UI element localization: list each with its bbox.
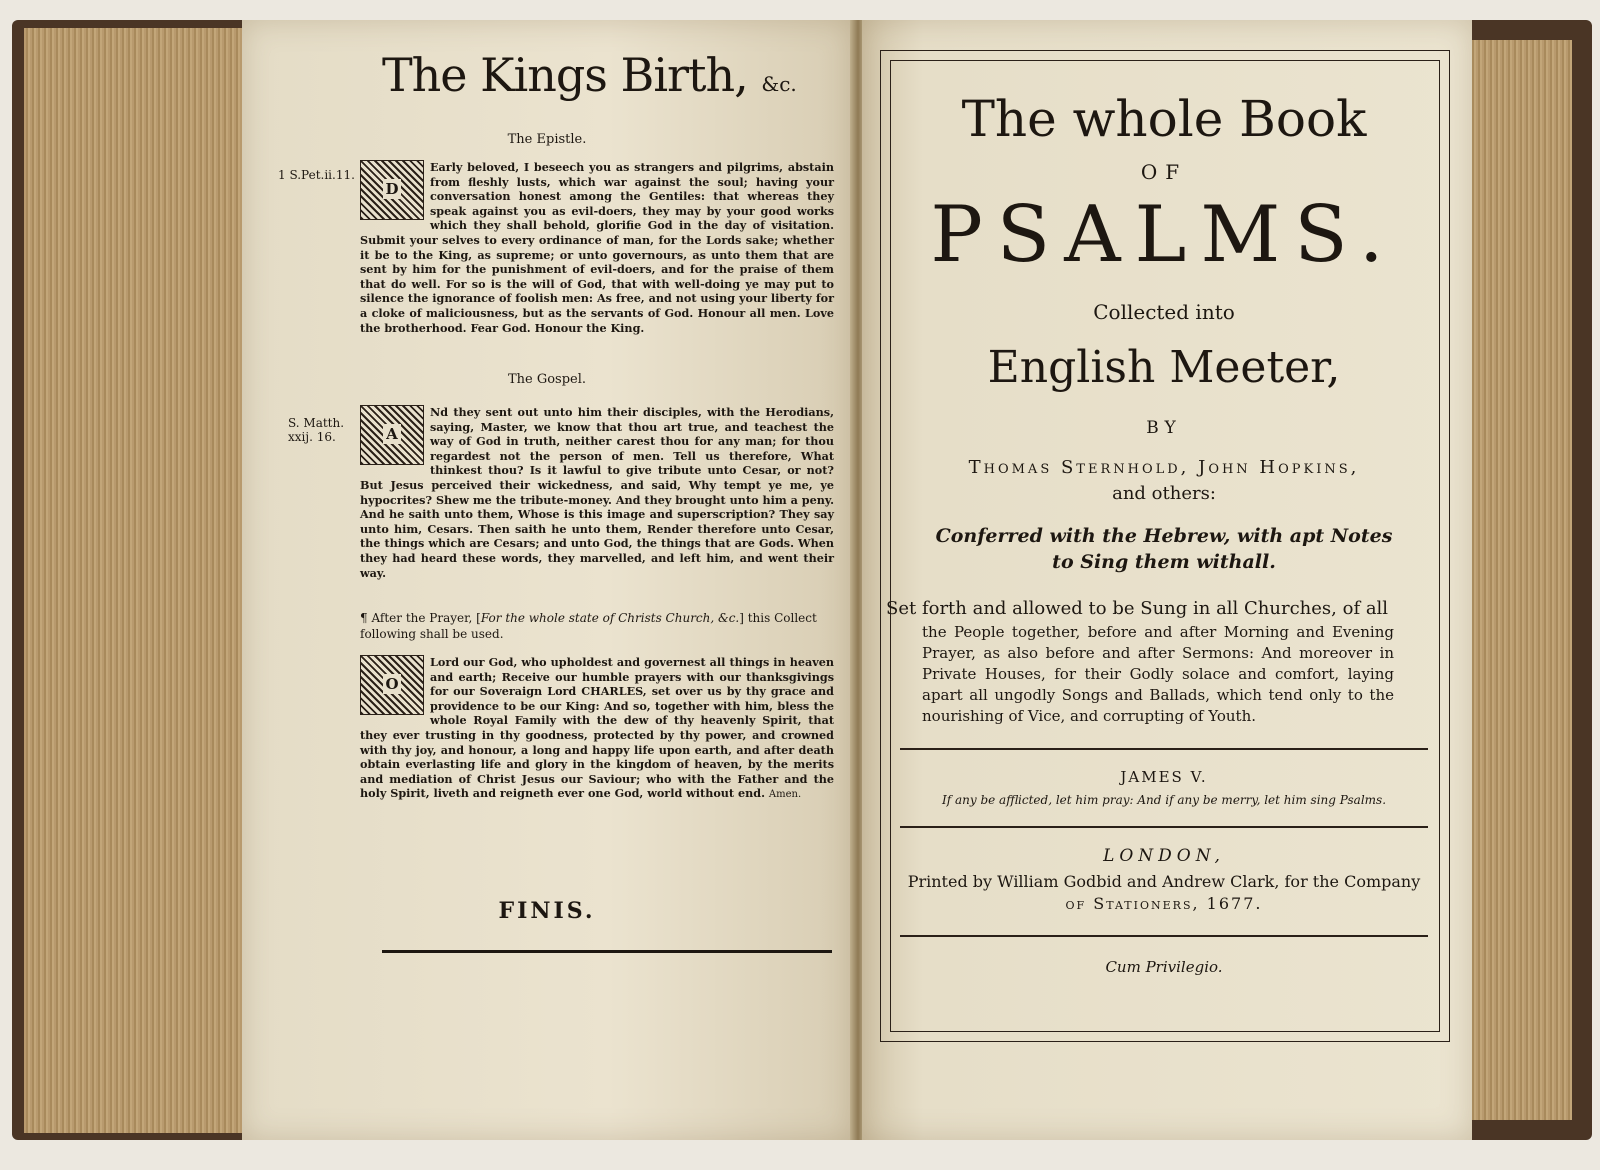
collect-text: Lord our God, who upholdest and governest all things in heaven and earth; Receive our humble prayers with our thanksgivings for our Soveraign Lord CHARLES, set over us by thy grace and providence to be our King: And so, together with him, bless the whole Royal Family with the dew of thy heavenly Spirit, that they ever trusting in thy goodness, protected by thy power, and crowned with thy joy, and honour, a long and happy life upon earth, and after death obtain everlasting life and glory in the kingdom of heaven, by the merits and mediation of Christ Jesus our Saviour; who with the Father and the holy Spirit, liveth and reigneth ever one God, world without end. <box>360 655 834 801</box>
tail-rule <box>382 950 832 953</box>
epistle-reference: 1 S.Pet.ii.11. <box>278 168 355 182</box>
conferred-line-2: to Sing them withall. <box>1052 551 1276 573</box>
running-head-title: The Kings Birth, <box>382 48 748 102</box>
rule-1 <box>900 748 1428 750</box>
running-head-suffix: &c. <box>761 72 797 96</box>
collect-note: ¶ After the Prayer, [For the whole state of Christs Church, &c.] this Collect following shall be used. <box>360 611 817 641</box>
printed-line-2: of Stationers, 1677. <box>1065 894 1263 913</box>
gospel-heading: The Gospel. <box>507 372 587 387</box>
right-page-title <box>862 20 1472 1140</box>
collect-text-block <box>360 655 834 835</box>
left-page <box>242 20 852 1140</box>
title-line-1: The whole Book <box>961 90 1367 148</box>
gospel-text: Nd they sent out unto him their disciples, with the Herodians, saying, Master, we know that thou art true, and teachest the way of God in truth, neither carest thou for any man; for thou regardest not the person of men. Tell us therefore, What thinkest thou? Is it lawful to give tribute unto Cesar, or not? But Jesus perceived their wickedness, and said, Why tempt ye me, ye hypocrites? Shew me the tribute-money. And they brought unto him a peny. And he saith unto them, Whose is this image and superscription? They say unto him, Cesars. Then saith he unto them, Render therefore unto Cesar, the things which are Cesars; and unto God, the things that are Gods. When they had heard these words, they marvelled, and left him, and went their way. <box>360 405 834 580</box>
gospel-reference <box>288 416 344 444</box>
gospel-drop-initial: A <box>360 405 424 465</box>
london: LONDON, <box>1103 846 1225 866</box>
gospel-text-block <box>360 405 834 605</box>
title-line-5: English Meeter, <box>987 342 1341 393</box>
finis: FINIS. <box>498 898 596 924</box>
set-forth-text: the People together, before and after Morning and Evening Prayer, as also before and after Sermons: And moreover in Private Houses, for their Godly solace and comfort, laying apart all ungodly Songs and Ballads, which tend only to the nourishing of Vice, and corrupting of Youth. <box>922 623 1394 725</box>
rule-3 <box>900 935 1428 937</box>
open-book <box>12 20 1592 1140</box>
gospel-reference-line-2: xxij. 16. <box>288 430 336 444</box>
collect-amen: Amen. <box>768 789 802 801</box>
epistle-heading: The Epistle. <box>507 132 587 147</box>
set-forth-first-line: Set forth and allowed to be Sung in all Churches, of all <box>886 598 1389 619</box>
title-line-3: PSALMS. <box>930 190 1398 280</box>
title-line-4: Collected into <box>1093 300 1235 324</box>
collect-note-italic: For the whole state of Christs Church, &c. <box>480 611 740 625</box>
collect-drop-initial: O <box>360 655 424 715</box>
running-head <box>382 48 842 102</box>
james-quote: If any be afflicted, let him pray: And if any be merry, let him sing Psalms. <box>941 793 1387 807</box>
rule-2 <box>900 826 1428 828</box>
epistle-drop-initial: D <box>360 160 424 220</box>
by-label: BY <box>1146 418 1182 438</box>
james-heading: JAMES V. <box>1120 768 1208 786</box>
epistle-text-block <box>360 160 834 360</box>
left-page-block-edge <box>24 28 244 1133</box>
and-others: and others: <box>1112 483 1216 504</box>
printed-line-1: Printed by William Godbid and Andrew Clark, for the Company <box>907 872 1421 891</box>
conferred-line-1: Conferred with the Hebrew, with apt Notes <box>935 525 1393 547</box>
title-line-2: OF <box>1140 160 1188 184</box>
authors: Thomas Sternhold, John Hopkins, <box>968 457 1360 478</box>
epistle-text: Early beloved, I beseech you as strangers and pilgrims, abstain from fleshly lusts, which war against the soul; having your conversation honest among the Gentiles: that whereas they speak against you as evil-doers, they may by your good works which they shall behold, glorifie God in the day of visitation. Submit your selves to every ordinance of man, for the Lords sake; whether it be to the King, as supreme; or unto governours, as unto them that are sent by him for the punishment of evil-doers, and for the praise of them that do well. For so is the will of God, that with well-doing ye may put to silence the ignorance of foolish men: As free, and not using your liberty for a cloke of maliciousness, but as the servants of God. Honour all men. Love the brotherhood. Fear God. Honour the King. <box>360 160 834 335</box>
cum-privilegio: Cum Privilegio. <box>1105 958 1223 976</box>
gospel-reference-line-1: S. Matth. <box>288 416 345 430</box>
